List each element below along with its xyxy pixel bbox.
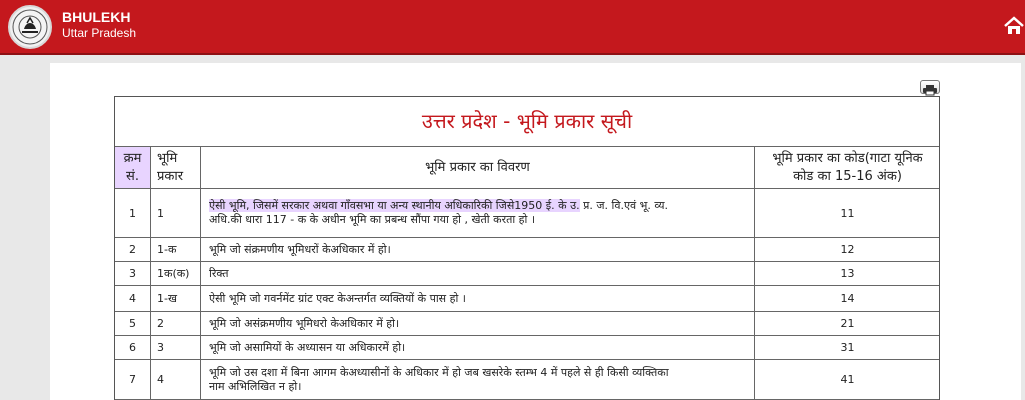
- code-cell: 13: [755, 262, 941, 286]
- land-type-cell: 1: [151, 189, 201, 238]
- table-row: [115, 360, 941, 400]
- code-cell: 21: [755, 312, 941, 336]
- code-header-line-1: भूमि प्रकार का कोड(गाटा यूनिक: [772, 150, 923, 166]
- printer-icon: [921, 84, 939, 96]
- description-cell: भूमि जो संक्रमणीय भूमिधरों केअधिकार में हो।: [201, 238, 755, 262]
- description-cell: भूमि जो असंक्रमणीय भूमिधरो केअधिकार में हो।: [201, 312, 755, 336]
- column-header-land-type: [151, 147, 201, 189]
- table-row: [115, 286, 941, 312]
- description-cell: [201, 189, 755, 238]
- page-title: उत्तर प्रदेश - भूमि प्रकार सूची: [421, 109, 633, 133]
- land-type-table: [114, 146, 940, 400]
- brand-title: BHULEKH: [62, 9, 131, 25]
- table-row: [115, 336, 941, 360]
- land-type-cell: 4: [151, 360, 201, 400]
- description-text-line-2: अधि.की धारा 117 - क के अधीन भूमि का प्रबन्ध सौंपा गया हो , खेती करता हो ।: [209, 213, 536, 226]
- serial-cell: 5: [115, 312, 151, 336]
- serial-header-line-2: सं.: [126, 168, 139, 184]
- emblem-icon: [10, 7, 50, 47]
- code-cell: 14: [755, 286, 941, 312]
- serial-cell: 4: [115, 286, 151, 312]
- brand-subtitle: Uttar Pradesh: [62, 26, 137, 40]
- land-type-cell: 1-क: [151, 238, 201, 262]
- description-text-continuation: प्र. ज. वि.एवं भू. व्य.: [579, 199, 669, 212]
- code-header-line-2: कोड का 15-16 अंक): [793, 168, 902, 184]
- table-row: [115, 262, 941, 286]
- land-type-cell: 1-ख: [151, 286, 201, 312]
- description-cell: ऐसी भूमि जो गवर्नमेंट ग्रांट एक्ट केअन्तर्गत व्यक्तियों के पास हो ।: [201, 286, 755, 312]
- land-type-cell: 1क(क): [151, 262, 201, 286]
- description-cell: रिक्त: [201, 262, 755, 286]
- code-cell: 12: [755, 238, 941, 262]
- code-cell: 11: [755, 189, 941, 238]
- home-icon[interactable]: [1003, 14, 1025, 38]
- highlighted-description-text: ऐसी भूमि, जिसमें सरकार अथवा गाँवसभा या अन्य स्थानीय अधिकारिकी जिसे1950 ई. के उ.: [209, 199, 580, 212]
- land-type-document: [114, 96, 940, 400]
- table-header-row: [115, 147, 941, 189]
- code-cell: 41: [755, 360, 941, 400]
- description-cell: [201, 360, 755, 400]
- print-button[interactable]: [920, 80, 940, 94]
- description-cell: भूमि जो असामियों के अध्यासन या अधिकारमें हो।: [201, 336, 755, 360]
- description-text-line-1: भूमि जो उस दशा में बिना आगम केअध्यासीनों के अधिकार में हो जब खसरेके स्तम्भ 4 में पहले से ही किसी व्यक्तिका: [209, 365, 669, 379]
- description-text-line-2: नाम अभिलिखित न हो।: [209, 379, 302, 393]
- column-header-description: भूमि प्रकार का विवरण: [201, 147, 755, 189]
- table-row: [115, 189, 941, 238]
- serial-cell: 7: [115, 360, 151, 400]
- serial-cell: 1: [115, 189, 151, 238]
- code-cell: 31: [755, 336, 941, 360]
- app-header: [0, 0, 1025, 55]
- land-type-cell: 2: [151, 312, 201, 336]
- table-row: [115, 238, 941, 262]
- serial-cell: 2: [115, 238, 151, 262]
- column-header-serial: [115, 147, 151, 189]
- serial-header-line-1: क्रम: [123, 150, 142, 166]
- type-header-line-1: भूमि: [157, 150, 178, 166]
- column-header-code: [755, 147, 941, 189]
- serial-cell: 6: [115, 336, 151, 360]
- land-type-cell: 3: [151, 336, 201, 360]
- state-emblem-logo[interactable]: [8, 5, 52, 49]
- table-row: [115, 312, 941, 336]
- type-header-line-2: प्रकार: [157, 168, 184, 184]
- serial-cell: 3: [115, 262, 151, 286]
